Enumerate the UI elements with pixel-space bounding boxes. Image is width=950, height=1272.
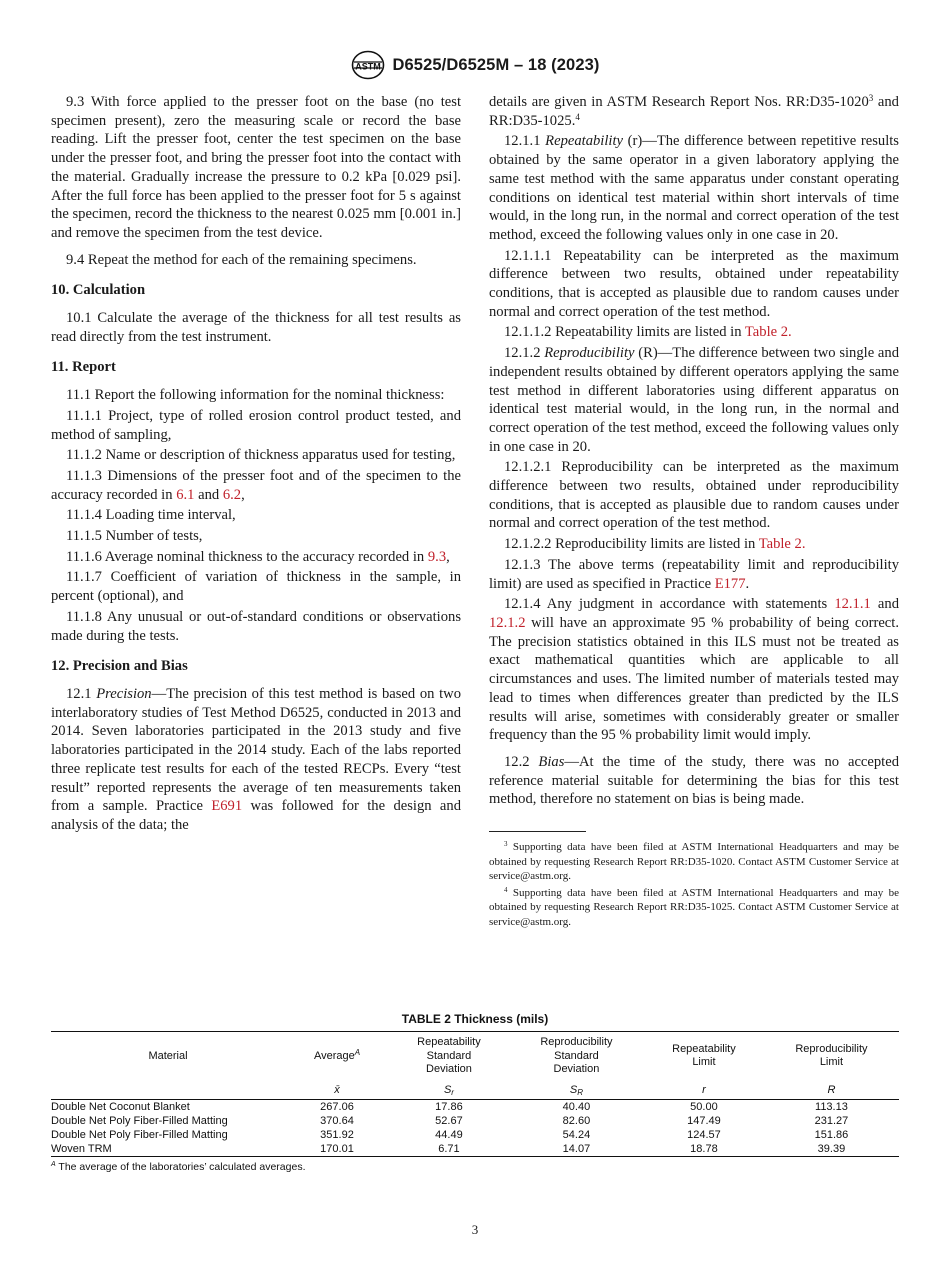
thickness-table-section — [51, 1012, 899, 1173]
table-cell: 370.64 — [320, 1114, 354, 1127]
table-cell: 124.57 — [687, 1128, 721, 1141]
link-12-1-2[interactable]: 12.1.2 — [489, 614, 526, 631]
table-row — [51, 1114, 899, 1128]
table-cell: 52.67 — [435, 1114, 463, 1127]
table-cell: 54.24 — [562, 1128, 591, 1141]
link-e691[interactable]: E691 — [211, 798, 243, 815]
table-cell: 6.71 — [389, 1142, 509, 1157]
paragraph-12-1-1-1: 12.1.1.1 Repeatability can be interpreted as the maximum difference between two results, obtained under repeatability conditions, that is accepted as plausible due to random causes under normal and correct operation of the test method. — [489, 247, 899, 320]
symbol-material — [51, 1081, 285, 1100]
link-12-1-1[interactable]: 12.1.1 — [834, 596, 871, 613]
thickness-table — [51, 1031, 899, 1157]
link-6-1[interactable]: 6.1 — [176, 486, 195, 503]
col-header-reproducibility-limit: Reproducibility Limit — [764, 1032, 899, 1081]
paragraph-12-1-2-2: 12.1.2.2 Reproducibility limits are listed in Table 2. — [504, 536, 806, 553]
col-header-repeatability-limit: Repeatability Limit — [644, 1032, 764, 1081]
table-title: TABLE 2 Thickness (mils) — [401, 1012, 549, 1026]
paragraph-11-1-5: 11.1.5 Number of tests, — [66, 528, 203, 545]
col-header-repeatability-sd: Repeatability Standard Deviation — [389, 1032, 509, 1081]
table-cell: 147.49 — [687, 1114, 721, 1127]
paragraph-11-1: 11.1 Report the following information for the nominal thickness: — [66, 387, 445, 404]
paragraph-11-1-1: 11.1.1 Project, type of rolled erosion control product tested, and method of sampling, — [51, 407, 461, 443]
left-column — [51, 93, 461, 837]
document-id: D6525/D6525M – 18 (2023) — [392, 55, 600, 74]
table-cell: Double Net Poly Fiber-Filled Matting — [51, 1128, 228, 1141]
table-cell: 44.49 — [435, 1128, 463, 1141]
footnote-divider — [489, 831, 586, 832]
page-header — [0, 50, 950, 80]
table-cell: 14.07 — [509, 1142, 644, 1157]
symbol-sR: $S_R$ — [509, 1081, 644, 1100]
link-6-2[interactable]: 6.2 — [222, 486, 242, 503]
link-table-2[interactable]: Table 2. — [758, 536, 806, 553]
table-cell: Double Net Coconut Blanket — [51, 1100, 190, 1113]
table-cell: 231.27 — [814, 1114, 849, 1127]
section-heading-report: 11. Report — [51, 359, 116, 376]
paragraph-11-1-6: 11.1.6 Average nominal thickness to the accuracy recorded in 9.3, — [66, 548, 450, 565]
svg-text:ASTM: ASTM — [354, 61, 381, 72]
section-heading-precision-bias: 12. Precision and Bias — [51, 658, 188, 675]
paragraph-12-1-2: 12.1.2 Reproducibility (R)—The difference between two single and independent results obtained by different operators applying the same test method in different laboratories using different apparatus on identical test material would, in the long run, in the normal and correct operation of the test method, exceed the following values only in one case in 20. — [489, 345, 899, 455]
page-number: 3 — [471, 1222, 479, 1237]
symbol-R: R — [764, 1081, 899, 1100]
col-header-average: Average$^A$ — [285, 1032, 389, 1081]
paragraph-12-1-3: 12.1.3 The above terms (repeatability limit and reproducibility limit) are used as specified in Practice E177. — [489, 556, 899, 592]
paragraph-12-1: 12.1 Precision—The precision of this test method is based on two interlaboratory studies of Test Method D6525, conducted in 2013 and 2014. Seven laboratories participated in the 2013 study and five laboratories participated in the 2014 study. Each of the labs reported three replicate test results for each of the tested RECPs. Every “test result” reported represents the average of ten measurements taken from a sample. Practice E691 was followed for the design and analysis of the data; the — [51, 685, 462, 833]
paragraph-12-2: 12.2 Bias—At the time of the study, there was no accepted reference material suitable for determining the bias for this test method, therefore no statement on bias is being made. — [489, 753, 900, 808]
paragraph-12-1-cont: details are given in ASTM Research Report Nos. RR:D35-1020$^3$ and RR:D35-1025.$^4$ — [489, 93, 899, 129]
paragraph-12-1-1-2: 12.1.1.2 Repeatability limits are listed in Table 2. — [504, 324, 792, 341]
table-cell: 40.40 — [562, 1100, 591, 1113]
paragraph-11-1-4: 11.1.4 Loading time interval, — [66, 507, 236, 524]
right-column — [489, 93, 899, 932]
link-9-3[interactable]: 9.3 — [427, 548, 447, 565]
paragraph-11-1-3: 11.1.3 Dimensions of the presser foot and of the specimen to the accuracy recorded in 6.1 and 6.2, — [51, 467, 461, 503]
table-cell: 151.86 — [814, 1128, 849, 1141]
table-cell: Double Net Poly Fiber-Filled Matting — [51, 1114, 228, 1127]
paragraph-9-4: 9.4 Repeat the method for each of the remaining specimens. — [66, 251, 417, 268]
link-table-2[interactable]: Table 2. — [744, 324, 792, 341]
symbol-xbar: x̄ — [285, 1081, 389, 1100]
section-heading-calculation: 10. Calculation — [51, 282, 146, 299]
paragraph-11-1-7: 11.1.7 Coefficient of variation of thickness in the sample, in percent (optional), and — [51, 569, 461, 605]
table-cell: 267.06 — [320, 1100, 354, 1113]
table-cell: 50.00 — [690, 1100, 718, 1113]
paragraph-12-1-4: 12.1.4 Any judgment in accordance with statements 12.1.1 and 12.1.2 will have an approximate 95 % probability of being correct. The precision statistics obtained in this ILS must not be treated as exact mathematical quantities which are applicable to all circumstances and uses. The limited number of materials tested may lead to times when differences greater than predicted by the ILS results will arise, sometimes with considerably greater or smaller frequency than the 95 % probability limit would imply. — [489, 596, 899, 744]
paragraph-10-1: 10.1 Calculate the average of the thickness for all test results as read directly from the test instrument. — [51, 310, 461, 345]
table-cell: 82.60 — [562, 1114, 591, 1127]
table-cell: 39.39 — [764, 1142, 899, 1157]
table-cell: 170.01 — [285, 1142, 389, 1157]
symbol-r: r — [644, 1081, 764, 1100]
table-row — [51, 1099, 899, 1114]
footnote-4: $^4$ Supporting data have been filed at ASTM International Headquarters and may be obtained by requesting Research Report RR:D35-1025. Contact ASTM Customer Service at service@astm.org. — [489, 885, 899, 928]
table-cell: 351.92 — [320, 1128, 354, 1141]
link-e177[interactable]: E177 — [714, 575, 746, 592]
table-cell: 18.78 — [644, 1142, 764, 1157]
table-row — [51, 1142, 899, 1157]
paragraph-9-3: 9.3 With force applied to the presser foot on the base (no test specimen present), zero the measuring scale or record the base reading. Lift the presser foot, center the test specimen on the base under the presser foot, and bring the presser foot into the contact with the material. Gradually increase the pressure to 0.2 kPa [0.029 psi]. After the full force has been applied to the presser foot for 5 s against the specimen, record the thickness to the nearest 0.025 mm [0.001 in.] and remove the specimen from the test device. — [51, 94, 461, 241]
paragraph-12-1-1: 12.1.1 Repeatability (r)—The difference between repetitive results obtained by the same operator in a given laboratory applying the same test method with the same apparatus under constant operating conditions on identical test material within short intervals of time would, in the long run, in the normal and correct operation of the test method, exceed the following values only in one case in 20. — [489, 133, 899, 243]
paragraph-11-1-8: 11.1.8 Any unusual or out-of-standard conditions or observations made during the tests. — [51, 608, 461, 644]
col-header-material: Material — [51, 1032, 285, 1081]
table-cell: Woven TRM — [51, 1142, 285, 1157]
table-cell: 113.13 — [815, 1100, 848, 1113]
symbol-sr: $S_r$ — [389, 1081, 509, 1100]
paragraph-12-1-2-1: 12.1.2.1 Reproducibility can be interpreted as the maximum difference between two results, obtained under reproducibility conditions, that is accepted as plausible due to random causes under normal and correct operation of the test method. — [489, 459, 899, 532]
paragraph-11-1-2: 11.1.2 Name or description of thickness apparatus used for testing, — [66, 447, 456, 464]
table-cell: 17.86 — [435, 1100, 463, 1113]
table-footnote: $^A$ The average of the laboratories’ calculated averages. — [51, 1160, 306, 1173]
footnote-3: $^3$ Supporting data have been filed at ASTM International Headquarters and may be obtained by requesting Research Report RR:D35-1020. Contact ASTM Customer Service at service@astm.org. — [489, 840, 899, 883]
astm-logo-icon — [351, 50, 385, 80]
table-row — [51, 1128, 899, 1142]
col-header-reproducibility-sd: Reproducibility Standard Deviation — [509, 1032, 644, 1081]
